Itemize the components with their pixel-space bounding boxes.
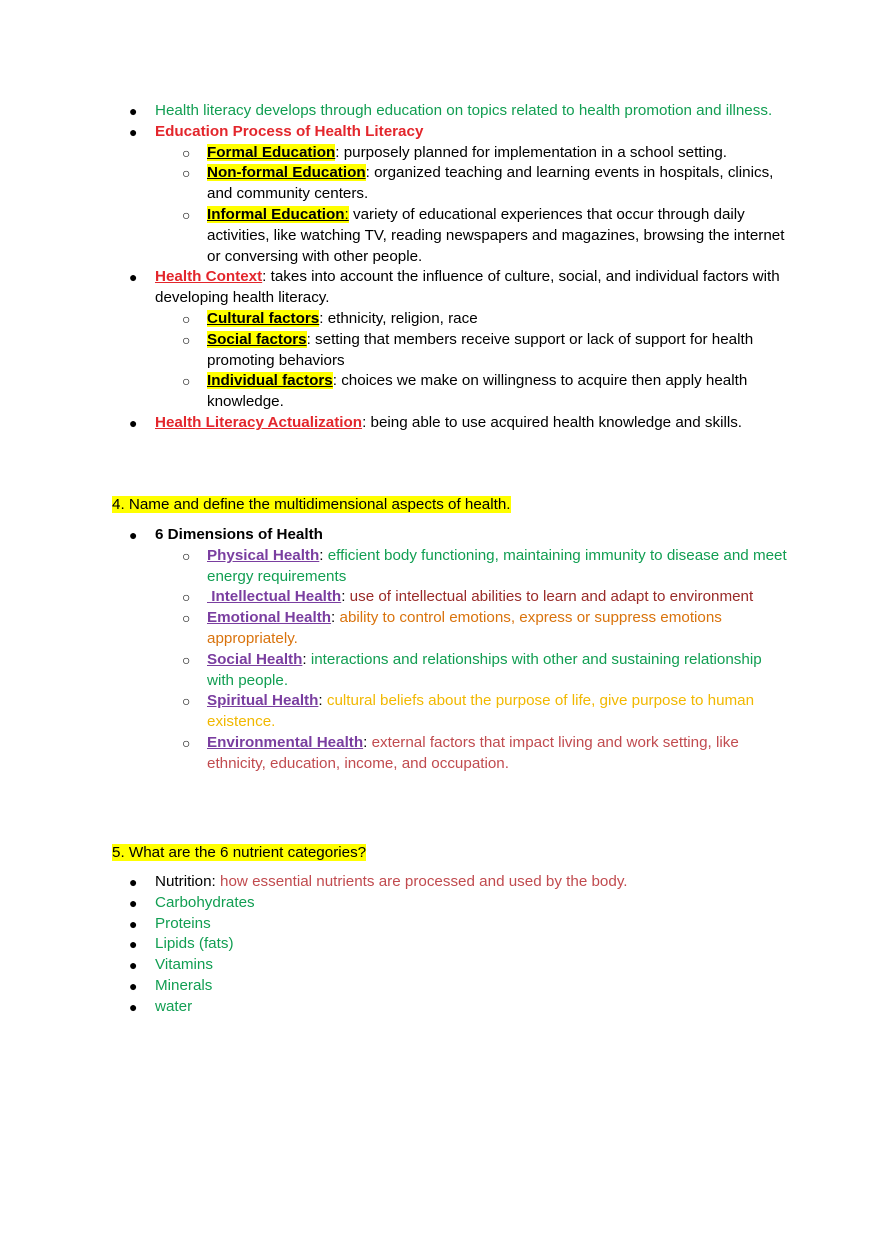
physical-health-def: efficient body functioning, maintaining immunity to disease and meet energy requirements [207, 546, 787, 585]
nutrition-def: how essential nutrients are processed and used by the body. [215, 873, 628, 890]
intro-text: Health literacy develops through education on topics related to health promotion and illness. [155, 102, 773, 119]
sub-list-item: ○ Physical Health: efficient body functioning, maintaining immunity to disease and meet energy requirements [182, 546, 787, 585]
question-5 [0, 843, 880, 864]
list-item [0, 525, 880, 546]
environmental-health-term: Environmental Health [207, 733, 364, 751]
list-item [0, 413, 880, 434]
list-item [0, 267, 880, 309]
literacy-section [0, 101, 880, 434]
cultural-factors-def: : ethnicity, religion, race [319, 309, 478, 327]
nutrient-item: Minerals [155, 976, 213, 994]
question-4 [0, 495, 880, 516]
list-item [0, 872, 880, 893]
social-factors-term: Social factors [207, 330, 307, 348]
dimensions-section [0, 525, 880, 775]
circle-bullet-icon: ○ [182, 693, 191, 710]
circle-bullet-icon: ○ [182, 547, 191, 564]
actualization-def: : being able to use acquired health knowledge and skills. [362, 413, 743, 431]
sub-list-item: ○ Environmental Health: external factors that impact living and work setting, like ethnicity, education, income, and occupation. [182, 733, 739, 772]
social-health-term: Social Health [207, 650, 303, 668]
circle-bullet-icon: ○ [182, 331, 191, 348]
circle-bullet-icon: ○ [182, 651, 191, 668]
health-context-def: : takes into account the influence of culture, social, and individual factors with developing health literacy. [155, 268, 780, 307]
circle-bullet-icon: ○ [182, 165, 191, 182]
question-4-text: 4. Name and define the multidimensional aspects of health. [112, 496, 511, 513]
bullet-icon: ● [129, 957, 138, 974]
physical-health-term: Physical Health [207, 546, 320, 564]
formal-education-def: : purposely planned for implementation in a school setting. [335, 143, 727, 161]
nutrients-section [0, 872, 880, 1018]
list-item [0, 101, 880, 122]
informal-education-colon: : [344, 205, 349, 223]
sub-list-item [0, 330, 880, 372]
question-5-text: 5. What are the 6 nutrient categories? [112, 844, 367, 861]
bullet-icon: ● [129, 894, 138, 911]
list-item [0, 934, 880, 955]
list-item [0, 997, 880, 1018]
spiritual-health-term: Spiritual Health [207, 692, 319, 710]
sub-list-item [0, 143, 880, 164]
bullet-icon: ● [129, 103, 138, 119]
spiritual-health-def: cultural beliefs about the purpose of life, give purpose to human existence. [207, 692, 755, 731]
bullet-icon: ● [129, 998, 138, 1015]
informal-education-term: Informal Education [207, 205, 345, 223]
dimensions-heading: 6 Dimensions of Health [155, 526, 323, 543]
individual-factors-def: : choices we make on willingness to acquire then apply health knowledge. [207, 372, 748, 411]
nutrition-label: Nutrition: [155, 873, 216, 890]
sub-list-item: ○ Intellectual Health: use of intellectual abilities to learn and adapt to environment [0, 587, 880, 608]
circle-bullet-icon: ○ [182, 610, 191, 627]
circle-bullet-icon: ○ [182, 589, 191, 606]
list-item [0, 914, 880, 935]
list-item [0, 976, 880, 997]
intellectual-health-def: use of intellectual abilities to learn and adapt to environment [349, 588, 754, 606]
intellectual-health-term: Intellectual Health [207, 588, 342, 606]
bullet-icon: ● [129, 874, 138, 890]
actualization-term: Health Literacy Actualization [155, 413, 363, 431]
bullet-icon: ● [129, 936, 138, 953]
bullet-icon: ● [129, 414, 138, 431]
environmental-health-def: external factors that impact living and work setting, like ethnicity, education, income, and occupation. [207, 733, 739, 772]
nutrient-item: Lipids (fats) [155, 935, 234, 953]
nutrient-item: water [155, 997, 193, 1015]
bullet-icon: ● [129, 527, 138, 543]
education-process-heading: Education Process of Health Literacy [155, 122, 424, 140]
bullet-icon: ● [129, 977, 138, 994]
sub-list-item [0, 205, 880, 267]
informal-education-def: variety of educational experiences that occur through daily activities, like watching TV, reading newspapers and magazines, browsing the internet or conversing with other people. [207, 205, 785, 265]
circle-bullet-icon: ○ [182, 144, 191, 161]
sub-list-item [0, 163, 880, 205]
nutrient-item: Proteins [155, 914, 211, 932]
bullet-icon: ● [129, 269, 138, 286]
bullet-icon: ● [129, 915, 138, 932]
sub-list-item: ○ Spiritual Health: cultural beliefs about the purpose of life, give purpose to human existence. [182, 692, 755, 731]
formal-education-term: Formal Education [207, 143, 336, 161]
sub-list-item: ○ Emotional Health: ability to control emotions, express or suppress emotions appropriately. [182, 609, 722, 647]
nonformal-education-term: Non-formal Education [207, 164, 366, 182]
nutrient-item: Carbohydrates [155, 893, 255, 911]
circle-bullet-icon: ○ [182, 310, 191, 327]
sub-list-item [0, 309, 880, 330]
circle-bullet-icon: ○ [182, 373, 191, 390]
emotional-health-term: Emotional Health [207, 609, 332, 627]
list-item [0, 893, 880, 914]
nutrient-item: Vitamins [155, 956, 213, 974]
cultural-factors-term: Cultural factors [207, 309, 320, 327]
list-item [0, 955, 880, 976]
list-item [0, 122, 880, 143]
social-health-def: interactions and relationships with other and sustaining relationship with people. [207, 650, 762, 689]
sub-list-item [0, 371, 880, 413]
individual-factors-term: Individual factors [207, 372, 333, 390]
health-context-term: Health Context [155, 268, 263, 286]
social-factors-def: : setting that members receive support or lack of support for health promoting behaviors [207, 330, 754, 369]
sub-list-item: ○ Social Health: interactions and relationships with other and sustaining relationship with people. [182, 650, 762, 689]
bullet-icon: ● [129, 123, 138, 140]
nonformal-education-def: : organized teaching and learning events in hospitals, clinics, and community centers. [207, 164, 774, 203]
emotional-health-def: ability to control emotions, express or suppress emotions appropriately. [207, 609, 722, 647]
circle-bullet-icon: ○ [182, 206, 191, 223]
circle-bullet-icon: ○ [182, 734, 191, 751]
